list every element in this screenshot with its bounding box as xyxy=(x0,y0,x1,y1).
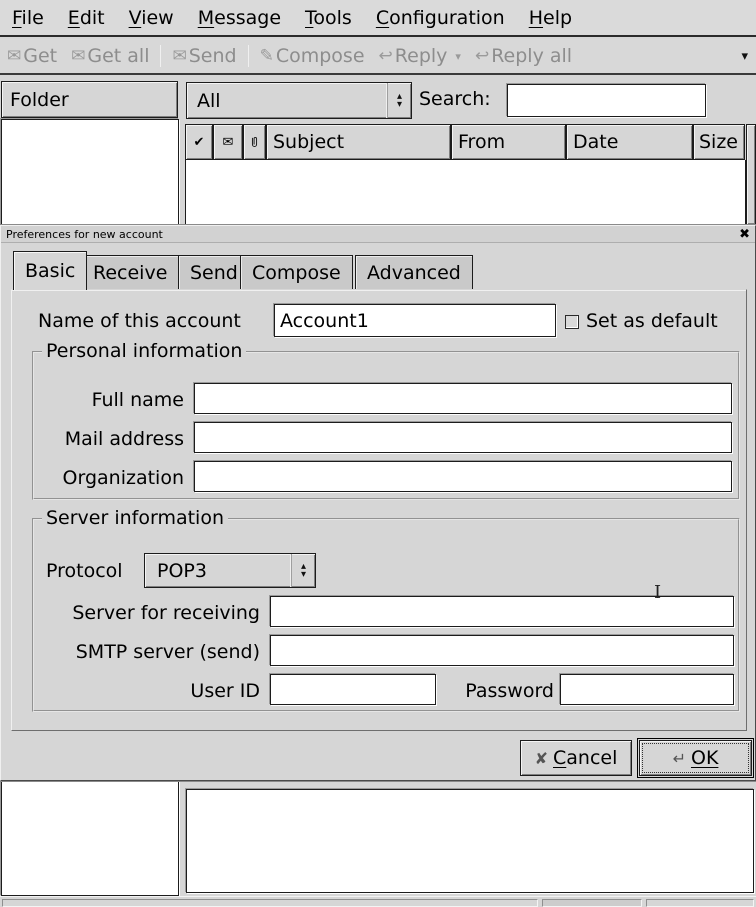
column-header-date[interactable] xyxy=(566,124,693,160)
ok-return-icon: ↵ xyxy=(672,748,686,768)
smtp-server-label: SMTP server (send) xyxy=(75,641,260,663)
folder-column-header[interactable] xyxy=(1,81,178,118)
menu-view[interactable] xyxy=(117,3,186,33)
reply-icon: ↩ xyxy=(378,46,393,66)
tab-basic-label: Basic xyxy=(25,260,76,282)
password-input[interactable] xyxy=(560,674,734,705)
personal-information-legend: Personal information xyxy=(42,340,246,362)
menu-view-mnemonic: V xyxy=(128,6,142,29)
get-all-button[interactable] xyxy=(64,43,156,69)
column-header-subject[interactable] xyxy=(266,124,451,160)
column-header-size[interactable] xyxy=(693,124,745,160)
send-button[interactable] xyxy=(165,43,243,69)
menu-file-mnemonic: F xyxy=(12,6,22,29)
cancel-button[interactable] xyxy=(520,740,632,776)
message-list-pane[interactable] xyxy=(185,160,746,225)
menu-configuration-mnemonic: C xyxy=(375,6,390,29)
cancel-button-label xyxy=(553,747,617,769)
menubar xyxy=(0,0,756,37)
preferences-dialog xyxy=(0,225,756,781)
server-information-legend: Server information xyxy=(42,507,228,529)
reply-all-button[interactable] xyxy=(468,43,579,69)
personal-information-frame xyxy=(32,340,740,500)
status-message-area xyxy=(2,899,538,907)
statusbar xyxy=(0,896,756,907)
cancel-rest: ancel xyxy=(566,747,618,769)
spin-up-icon: ▴ xyxy=(396,90,403,102)
toolbar-separator xyxy=(160,45,161,67)
envelope-icon: ✉ xyxy=(222,134,234,150)
filter-dropdown-spinner-icon xyxy=(387,83,411,118)
menu-help[interactable] xyxy=(517,3,584,33)
server-information-frame xyxy=(32,507,740,712)
filter-dropdown-value: All xyxy=(197,89,221,112)
organization-input[interactable] xyxy=(194,461,732,492)
cancel-x-icon: ✘ xyxy=(534,748,548,768)
account-name-input[interactable] xyxy=(274,304,556,337)
reply-all-button-label: Reply all xyxy=(491,45,573,67)
column-header-mark[interactable] xyxy=(185,124,213,160)
password-label: Password xyxy=(465,680,554,702)
compose-icon: ✎ xyxy=(259,46,274,66)
toolbar-separator xyxy=(248,45,249,67)
organization-label: Organization xyxy=(62,467,184,489)
menu-configuration-label: onfiguration xyxy=(389,6,505,29)
spin-down-icon: ▾ xyxy=(300,568,307,580)
menu-message-mnemonic: M xyxy=(197,6,215,29)
set-default-label: Set as default xyxy=(586,310,718,332)
tab-compose-label: Compose xyxy=(252,261,341,284)
tab-compose[interactable] xyxy=(240,255,353,289)
get-button-label: Get xyxy=(23,45,58,67)
menu-tools-label: ools xyxy=(313,6,352,29)
column-header-unread[interactable] xyxy=(213,124,243,160)
account-name-label: Name of this account xyxy=(38,310,241,332)
user-id-label: User ID xyxy=(190,680,260,702)
set-default-checkbox[interactable] xyxy=(565,315,579,329)
menu-message-label: essage xyxy=(214,6,282,29)
send-mail-icon: ✉ xyxy=(172,46,187,66)
protocol-dropdown-value: POP3 xyxy=(157,559,207,582)
ok-button[interactable] xyxy=(639,740,752,776)
full-name-label: Full name xyxy=(91,389,184,411)
message-list-scrollbar[interactable] xyxy=(746,124,756,225)
get-all-mail-icon: ✉ xyxy=(71,46,86,66)
reply-button[interactable] xyxy=(372,43,468,69)
protocol-dropdown[interactable] xyxy=(144,553,316,588)
date-column-label: Date xyxy=(573,131,619,153)
menu-edit-label: dit xyxy=(79,6,105,29)
spin-down-icon: ▾ xyxy=(396,98,403,110)
menu-edit[interactable] xyxy=(56,3,117,33)
toolbar-overflow-icon[interactable]: ▾ xyxy=(741,48,748,64)
compose-button-label: Compose xyxy=(275,45,365,67)
folder-column-label: Folder xyxy=(10,88,69,111)
receive-server-input[interactable] xyxy=(270,596,734,627)
menu-tools-mnemonic: T xyxy=(305,6,314,29)
ok-button-label xyxy=(691,747,718,769)
spin-up-icon: ▴ xyxy=(300,560,307,572)
menu-file-label: ile xyxy=(21,6,44,29)
receive-server-label: Server for receiving xyxy=(72,602,260,624)
menu-file[interactable] xyxy=(0,3,56,33)
ibeam-cursor: I xyxy=(654,582,662,603)
from-column-label: From xyxy=(458,131,506,153)
menu-message[interactable] xyxy=(186,3,293,33)
smtp-server-input[interactable] xyxy=(270,635,734,666)
paperclip-icon xyxy=(250,134,259,150)
compose-button[interactable] xyxy=(253,43,372,69)
ok-button-default-frame xyxy=(637,738,754,778)
subject-column-label: Subject xyxy=(273,131,345,153)
get-all-button-label: Get all xyxy=(87,45,150,67)
tab-advanced-label: Advanced xyxy=(367,261,461,284)
mail-address-input[interactable] xyxy=(194,422,732,453)
ok-mnemonic: OK xyxy=(690,747,719,769)
protocol-label: Protocol xyxy=(46,560,123,582)
tab-advanced[interactable] xyxy=(355,255,473,289)
get-button[interactable] xyxy=(0,43,64,69)
menu-help-mnemonic: H xyxy=(528,6,544,29)
basic-tab-panel xyxy=(11,289,747,731)
size-column-label: Size xyxy=(698,131,738,153)
tab-send-label: Send xyxy=(190,261,238,284)
menu-tools[interactable] xyxy=(293,3,364,33)
search-label: Search: xyxy=(419,88,491,110)
toolbar xyxy=(0,39,756,75)
get-mail-icon: ✉ xyxy=(7,46,22,66)
protocol-dropdown-spinner-icon xyxy=(291,554,315,587)
close-icon[interactable]: ✖ xyxy=(739,226,750,242)
dialog-title: Preferences for new account xyxy=(6,227,163,241)
mail-address-label: Mail address xyxy=(64,428,184,450)
message-view-pane[interactable] xyxy=(186,789,754,893)
status-progress-area xyxy=(542,899,642,907)
search-input[interactable] xyxy=(507,84,706,117)
menu-configuration[interactable] xyxy=(364,3,517,33)
tab-basic[interactable] xyxy=(13,251,87,290)
status-extra-area xyxy=(646,899,754,907)
reply-all-icon: ↩ xyxy=(474,46,490,66)
menu-view-label: iew xyxy=(141,6,174,29)
cancel-mnemonic: C xyxy=(553,747,567,769)
menu-edit-mnemonic: E xyxy=(67,6,80,29)
tab-receive-label: Receive xyxy=(93,261,168,284)
tab-receive[interactable] xyxy=(81,255,179,289)
checkmark-icon: ✔ xyxy=(193,134,205,150)
reply-button-label: Reply xyxy=(394,45,448,67)
dialog-titlebar[interactable] xyxy=(1,226,755,243)
column-header-attachment[interactable] xyxy=(243,124,266,160)
reply-dropdown-icon[interactable]: ▾ xyxy=(455,49,461,63)
menu-help-label: elp xyxy=(543,6,573,29)
full-name-input[interactable] xyxy=(194,383,732,414)
send-button-label: Send xyxy=(188,45,237,67)
column-header-from[interactable] xyxy=(451,124,566,160)
filter-dropdown[interactable] xyxy=(186,82,412,119)
user-id-input[interactable] xyxy=(270,674,436,705)
